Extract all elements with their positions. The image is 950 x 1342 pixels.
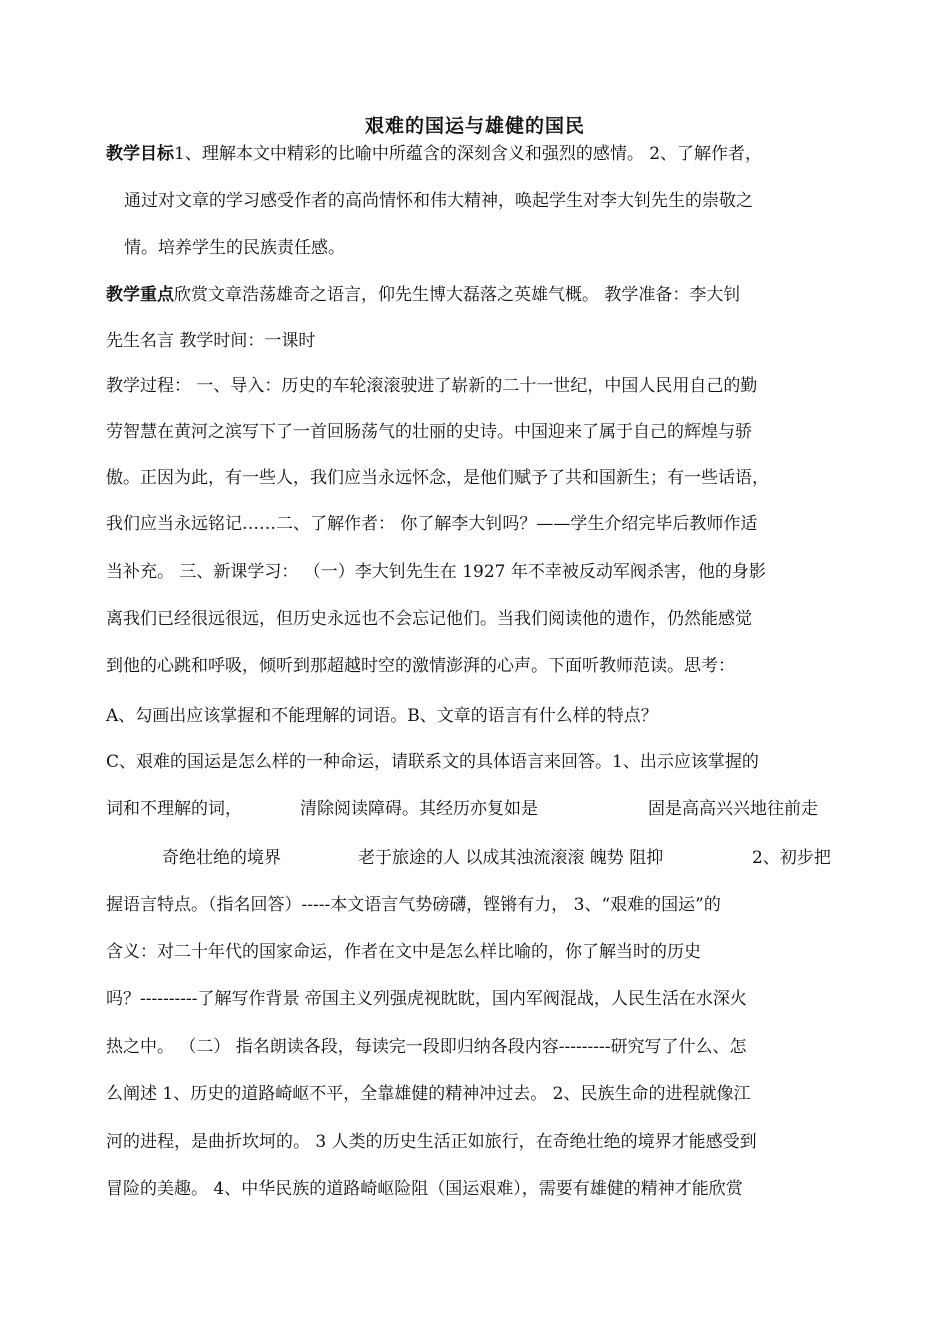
page-title: 艰难的国运与雄健的国民: [364, 115, 585, 137]
paragraph-line: 冒险的美趣。 4、中华民族的道路崎岖险阻（国运艰难），需要有雄健的精神才能欣赏: [106, 1179, 743, 1199]
paragraph-line-part: 清除阅读障碍。其经历亦复如是: [300, 799, 538, 819]
section-label-teaching-focus: 教学重点: [106, 285, 174, 305]
paragraph-line: A、勾画出应该掌握和不能理解的词语。B、文章的语言有什么样的特点？: [106, 706, 658, 726]
paragraph-line-part: 老于旅途的人 以成其浊流滚滚 魄势 阻抑: [358, 848, 664, 868]
paragraph-line: [106, 283, 740, 307]
paragraph-line: 河的进程，是曲折坎坷的。 3 人类的历史生活正如旅行，在奇绝壮绝的境界才能感受到: [106, 1132, 757, 1152]
paragraph-line: 热之中。 （二） 指名朗读各段，每读完一段即归纳各段内容---------研究写了什么、怎: [106, 1037, 747, 1057]
paragraph-line: C、艰难的国运是怎么样的一种命运，请联系文的具体语言来回答。1、出示应该掌握的: [106, 752, 759, 772]
paragraph-line: 当补充。 三、新课学习： （一）李大钊先生在 1927 年不幸被反动军阀杀害，他的身影: [106, 562, 766, 582]
paragraph-line: [106, 142, 762, 166]
paragraph-line: 握语言特点。（指名回答）-----本文语言气势磅礴，铿锵有力， 3、“艰难的国运”的: [106, 895, 721, 915]
paragraph-line: 劳智慧在黄河之滨写下了一首回肠荡气的壮丽的史诗。中国迎来了属于自己的辉煌与骄: [106, 422, 752, 442]
line-text: 欣赏文章浩荡雄奇之语言，仰先生博大磊落之英雄气概。 教学准备：李大钊: [174, 285, 741, 305]
paragraph-line: 离我们已经很远很远，但历史永远也不会忘记他们。当我们阅读他的遗作，仍然能感觉: [106, 609, 752, 629]
paragraph-line-part: 词和不理解的词，: [106, 799, 242, 819]
paragraph-line-part: 奇绝壮绝的境界: [162, 848, 281, 868]
paragraph-line: 通过对文章的学习感受作者的高尚情怀和伟大精神，唤起学生对李大钊先生的崇敬之: [124, 191, 753, 211]
paragraph-line: 我们应当永远铭记……二、了解作者： 你了解李大钊吗？——学生介绍完毕后教师作适: [106, 514, 758, 534]
paragraph-line: 含义：对二十年代的国家命运，作者在文中是怎么样比喻的，你了解当时的历史: [106, 942, 701, 962]
paragraph-line: 情。培养学生的民族责任感。: [124, 238, 345, 258]
paragraph-line: 么阐述 1、历史的道路崎岖不平，全靠雄健的精神冲过去。 2、民族生命的进程就像江: [106, 1084, 751, 1104]
paragraph-line: 傲。正因为此，有一些人，我们应当永远怀念，是他们赋予了共和国新生；有一些话语，: [106, 468, 769, 488]
paragraph-line: 先生名言 教学时间：一课时: [106, 331, 316, 351]
paragraph-line-part: 固是高高兴兴地往前走: [648, 799, 818, 819]
section-label-teaching-goals: 教学目标: [106, 144, 174, 164]
paragraph-line-part: 2、初步把: [752, 848, 831, 868]
paragraph-line: 到他的心跳和呼吸，倾听到那超越时空的激情澎湃的心声。下面听教师范读。思考：: [106, 656, 735, 676]
paragraph-line: 吗？----------了解写作背景 帝国主义列强虎视眈眈，国内军阀混战，人民生活在水深火: [106, 989, 747, 1009]
line-text: 1、理解本文中精彩的比喻中所蕴含的深刻含义和强烈的感情。 2、了解作者，: [174, 144, 763, 164]
paragraph-line: 教学过程： 一、导入：历史的车轮滚滚驶进了崭新的二十一世纪，中国人民用自己的勤: [106, 376, 758, 396]
